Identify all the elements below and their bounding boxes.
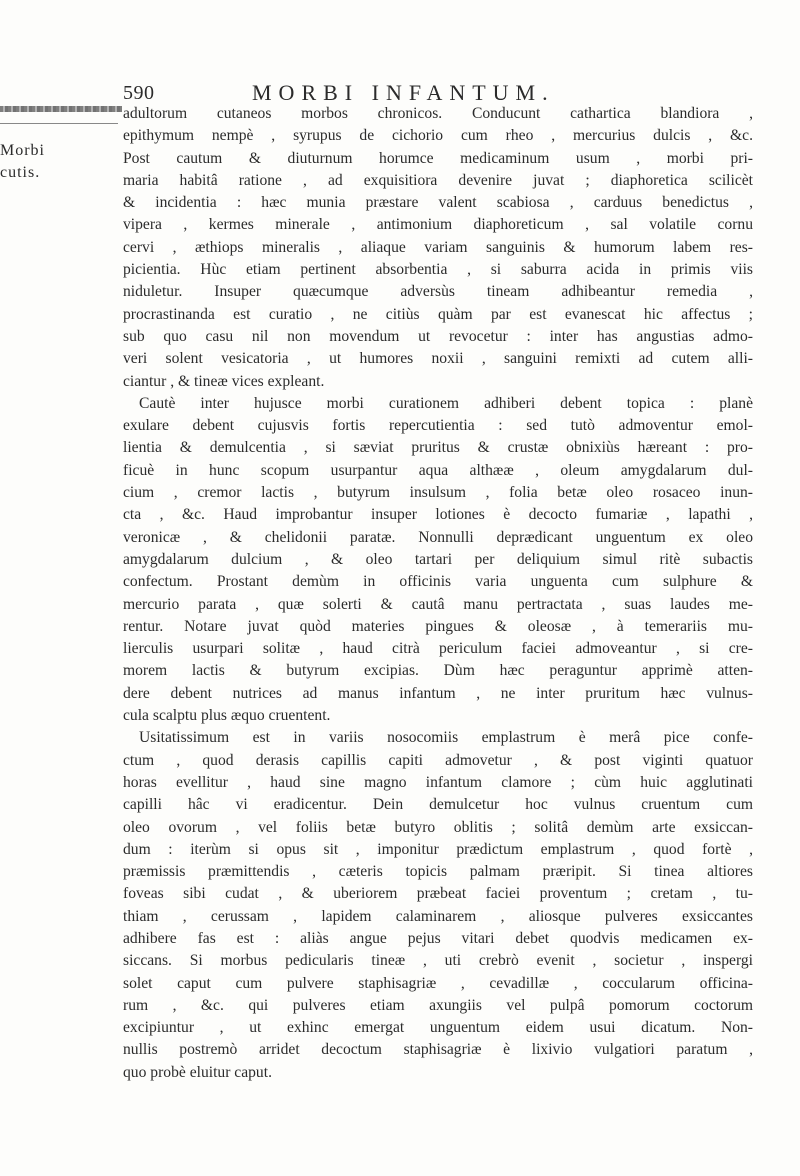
text-line: sub quo casu nil non movendum ut revocetur : inter has angustias admo- xyxy=(123,327,753,345)
text-line: foveas sibi cudat , & uberiorem præbeat faciei proventum ; cretam , tu- xyxy=(123,885,753,903)
text-line: Cautè inter hujusce morbi curationem adhiberi debent topica : planè xyxy=(139,394,753,412)
text-line: thiam , cerussam , lapidem calaminarem , aliosque pulveres exsiccantes xyxy=(123,907,753,925)
running-head: MORBI INFANTUM. xyxy=(252,80,555,105)
text-line: lientia & demulcentia , si sæviat pruritus & crustæ obnixiùs hæreant : pro- xyxy=(123,439,753,457)
text-line: dere debent nutrices ad manus infantum , ne inter pruritum hæc vulnus- xyxy=(123,684,753,702)
text-line: ctum , quod derasis capillis capiti admovetur , & post viginti quatuor xyxy=(123,751,753,769)
text-line: excipiuntur , ut exhinc emergat unguentum eidem usui dicatum. Non- xyxy=(123,1019,753,1037)
text-line: procrastinanda est curatio , ne citiùs quàm par est evanescat hic affectus ; xyxy=(123,305,753,323)
text-line: cium , cremor lactis , butyrum insulsum , folia betæ oleo rosaceo inun- xyxy=(123,484,753,502)
text-line: cervi , æthiops mineralis , aliaque variam sanguinis & humorum labem res- xyxy=(123,238,753,256)
text-line: exulare debent cujusvis fortis repercutientia : sed tutò admoventur emol- xyxy=(123,417,753,435)
text-line: rentur. Notare juvat quòd materies pingues & oleosæ , à temerariis mu- xyxy=(123,617,753,635)
margin-note-line: cutis. xyxy=(0,164,41,181)
text-line: cula scalptu plus æquo cruentent. xyxy=(123,707,331,725)
text-line: amygdalarum dulcium , & oleo tartari per deliquium simul ritè subactis xyxy=(123,550,753,568)
body-text xyxy=(123,103,753,1084)
text-line: confectum. Prostant demùm in officinis varia unguenta cum sulphure & xyxy=(123,573,753,591)
text-line: maria habitâ ratione , ad exquisitiora devenire juvat ; diaphoretica scilicèt xyxy=(123,171,753,189)
text-line: Usitatissimum est in variis nosocomiis emplastrum è merâ pice confe- xyxy=(139,729,753,747)
text-line: veri solent vesicatoria , ut humores noxii , sanguini remixti ad cutem alli- xyxy=(123,350,753,368)
page-edge-rule xyxy=(0,106,122,112)
text-line: mercurio parata , quæ solerti & cautâ manu pertractata , suas laudes me- xyxy=(123,595,753,613)
text-line: horas evellitur , haud sine magno infantum clamore ; cùm huic agglutinati xyxy=(123,773,753,791)
page-edge-thin-rule xyxy=(0,123,118,124)
text-line: quo probè eluitur caput. xyxy=(123,1063,272,1081)
text-line: ficuè in hunc scopum usurpantur aqua althææ , oleum amygdalarum dul- xyxy=(123,461,753,479)
text-line: morem lactis & butyrum excipias. Dùm hæc peraguntur apprimè atten- xyxy=(123,662,753,680)
text-line: epithymum nempè , syrupus de cichorio cum rheo , mercurius dulcis , &c. xyxy=(123,127,753,145)
text-line: veronicæ , & chelidonii paratæ. Nonnulli deprædicant unguentum ex oleo xyxy=(123,528,753,546)
text-line: siccans. Si morbus pedicularis tineæ , uti crebrò evenit , societur , inspergi xyxy=(123,952,753,970)
text-line: rum , &c. qui pulveres etiam axungiis vel pulpâ pomorum coctorum xyxy=(123,996,753,1014)
text-line: præmissis præmittendis , cæteris topicis palmam præripit. Si tinea altiores xyxy=(123,863,753,881)
text-line: dum : iterùm si opus sit , imponitur prædictum emplastrum , quod fortè , xyxy=(123,840,753,858)
text-line: oleo ovorum , vel foliis betæ butyro oblitis ; solitâ demùm arte exsiccan- xyxy=(123,818,753,836)
text-line: cta , &c. Haud improbantur insuper lotiones è decocto fumariæ , lapathi , xyxy=(123,506,753,524)
page-number: 590 xyxy=(123,82,155,104)
margin-note-line: Morbi xyxy=(0,142,45,159)
text-line: adhibere fas est : aliàs angue pejus vitari debet quodvis medicamen ex- xyxy=(123,929,753,947)
text-line: nullis postremò arridet decoctum staphisagriæ è lixivio vulgatiori paratum , xyxy=(123,1041,753,1059)
text-line: picientia. Hùc etiam pertinent absorbentia , si saburra acida in primis viis xyxy=(123,261,753,279)
text-line: capilli hâc vi eradicentur. Dein demulcetur hoc vulnus cruentum cum xyxy=(123,796,753,814)
margin-note xyxy=(0,140,100,184)
text-line: & incidentia : hæc munia præstare valent scabiosa , carduus benedictus , xyxy=(123,194,753,212)
text-line: niduletur. Insuper quæcumque adversùs tineam adhibeantur remedia , xyxy=(123,283,753,301)
text-line: vipera , kermes minerale , antimonium diaphoreticum , sal volatile cornu xyxy=(123,216,753,234)
text-line: Post cautum & diuturnum horumce medicaminum usum , morbi pri- xyxy=(123,149,753,167)
text-line: ciantur , & tineæ vices expleant. xyxy=(123,372,325,390)
text-line: adultorum cutaneos morbos chronicos. Conducunt cathartica blandiora , xyxy=(123,105,753,122)
text-line: solet caput cum pulvere staphisagriæ , cevadillæ , coccularum officina- xyxy=(123,974,753,992)
text-line: lierculis usurpari solitæ , haud citrà periculum faciei admoveantur , si cre- xyxy=(123,640,753,658)
